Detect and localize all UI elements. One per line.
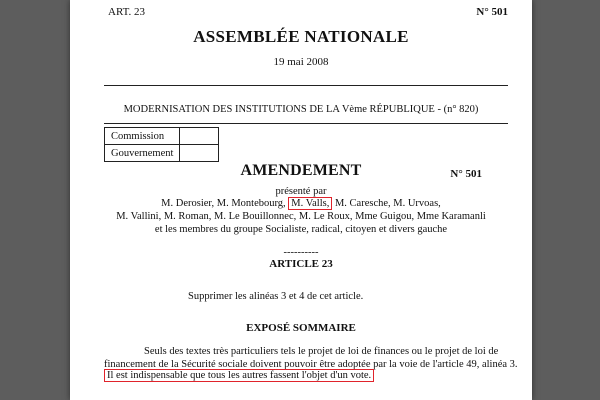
highlighted-sponsor: M. Valls, — [288, 197, 332, 210]
presented-by-label: présenté par — [275, 186, 327, 197]
status-label: Commission — [105, 128, 180, 145]
highlighted-sentence: Il est indispensable que tous les autres fassent l'objet d'un vote. — [104, 369, 374, 382]
document-date: 19 mai 2008 — [273, 56, 329, 68]
sponsors-after: M. Caresche, M. Urvoas, — [334, 198, 441, 209]
summary-line-3 — [104, 370, 522, 381]
status-box — [180, 145, 219, 162]
summary-text: Seuls des textes très particuliers tels le projet de loi de finances ou le projet de loi de — [144, 346, 499, 357]
status-label: Gouvernement — [105, 145, 180, 162]
sponsors-line-3: et les membres du groupe Socialiste, radical, citoyen et divers gauche — [154, 224, 448, 235]
sponsors-before: M. Derosier, M. Montebourg, — [161, 198, 286, 209]
subject-divider — [104, 123, 508, 124]
article-reference: ART. 23 — [108, 6, 146, 18]
sponsors-line-2: M. Vallini, M. Roman, M. Le Bouillonnec, M. Le Roux, Mme Guigou, Mme Karamanli — [116, 211, 486, 222]
sponsors-line-1 — [70, 198, 532, 209]
status-row-gouvernement — [105, 145, 219, 162]
document-page — [70, 0, 532, 400]
institution-title: ASSEMBLÉE NATIONALE — [193, 27, 409, 46]
status-box — [180, 128, 219, 145]
status-row-commission — [105, 128, 219, 145]
separator: ---------- — [283, 247, 319, 258]
summary-heading: EXPOSÉ SOMMAIRE — [246, 322, 356, 334]
summary-line-1 — [104, 346, 522, 357]
summary-line-2: financement de la Sécurité sociale doivent pouvoir être adoptée par la voie de l'article 49, alinéa 3. — [104, 359, 518, 370]
amendment-number-header: N° 501 — [476, 6, 508, 18]
bill-subject: MODERNISATION DES INSTITUTIONS DE LA Vème RÉPUBLIQUE - (n° 820) — [123, 104, 479, 115]
amendment-title: AMENDEMENT — [240, 162, 362, 179]
article-text: Supprimer les alinéas 3 et 4 de cet article. — [188, 291, 364, 302]
top-divider — [104, 85, 508, 86]
status-table — [104, 127, 219, 162]
amendment-number: N° 501 — [450, 168, 482, 180]
article-heading: ARTICLE 23 — [269, 258, 333, 270]
